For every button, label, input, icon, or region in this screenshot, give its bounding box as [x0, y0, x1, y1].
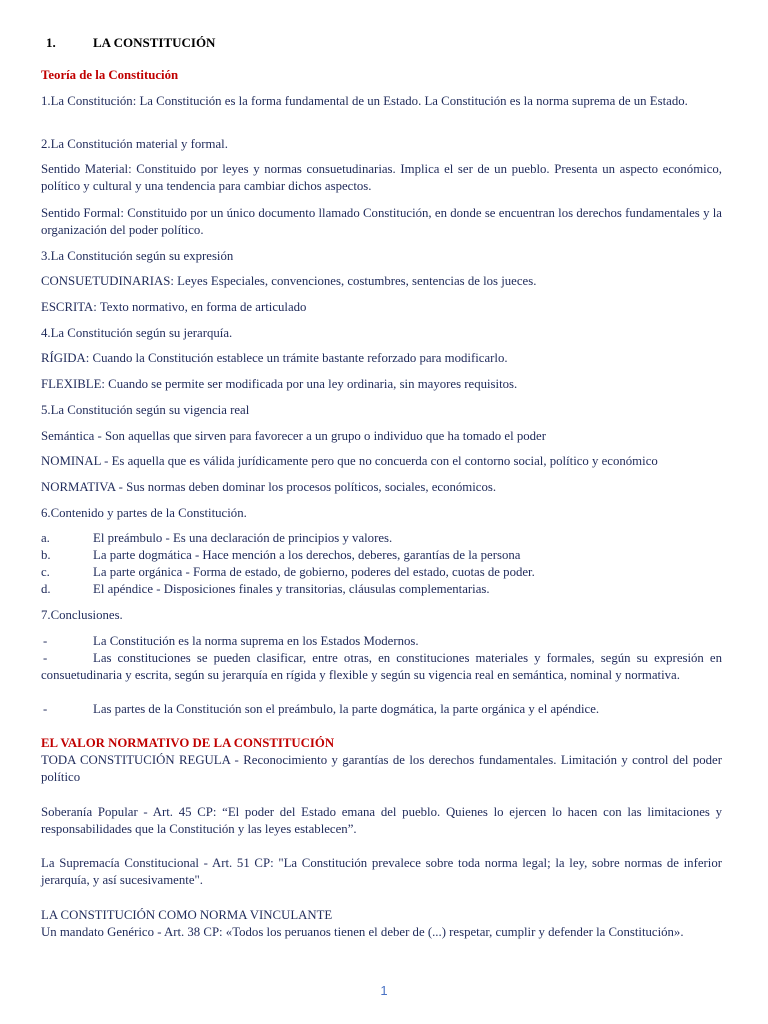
paragraph-sentido-formal: Sentido Formal: Constituido por un único documento llamado Constitución, en donde se encuentran los derechos fundamentales y la organización del poder político.	[41, 206, 722, 237]
conclusion-item	[41, 701, 722, 718]
section-title-teoria: Teoría de la Constitución	[41, 68, 179, 82]
list-item	[41, 530, 722, 547]
section-title-valor-normativo: EL VALOR NORMATIVO DE LA CONSTITUCIÓN	[41, 736, 335, 750]
paragraph-soberania-popular: Soberanía Popular - Art. 45 CP: “El poder del Estado emana del pueblo. Quienes lo ejercen lo hacen con las limitaciones y responsabilidades que la Constitución y las leyes establecen”.	[41, 805, 722, 836]
list-item-text: El preámbulo - Es una declaración de principios y valores.	[93, 531, 393, 545]
paragraph-normativa: NORMATIVA - Sus normas deben dominar los procesos políticos, sociales, económicos.	[41, 480, 497, 494]
list-item-label: a.	[41, 531, 50, 545]
paragraph-constitucion-forma: 1.La Constitución: La Constitución es la forma fundamental de un Estado. La Constitución es la norma suprema de un Estado.	[41, 94, 688, 108]
list-item	[41, 547, 722, 564]
paragraph-conclusiones: 7.Conclusiones.	[41, 608, 123, 622]
page-number: 1	[380, 983, 388, 998]
paragraph-semantica: Semántica - Son aquellas que sirven para favorecer a un grupo o individuo que ha tomado el poder	[41, 429, 546, 443]
paragraph-escrita: ESCRITA: Texto normativo, en forma de articulado	[41, 300, 307, 314]
list-item	[41, 564, 722, 581]
conclusion-item	[41, 633, 722, 650]
paragraph-mandato-generico: Un mandato Genérico - Art. 38 CP: «Todos los peruanos tienen el deber de (...) respetar, cumplir y defender la Constitución».	[41, 925, 684, 939]
conclusion-bullet: -	[43, 634, 48, 648]
paragraph-nominal: NOMINAL - Es aquella que es válida jurídicamente pero que no concuerda con el contorno social, político y económico	[41, 454, 658, 468]
paragraph-norma-vinculante: LA CONSTITUCIÓN COMO NORMA VINCULANTE	[41, 908, 333, 922]
list-item	[41, 581, 722, 598]
paragraph-segun-expresion: 3.La Constitución según su expresión	[41, 249, 234, 263]
list-item-text: La parte dogmática - Hace mención a los derechos, deberes, garantías de la persona	[93, 548, 521, 562]
paragraph-toda-constitucion: TODA CONSTITUCIÓN REGULA - Reconocimiento y garantías de los derechos fundamentales. Limitación y control del poder político	[41, 753, 722, 784]
conclusion-text: Las constituciones se pueden clasificar, entre otras, en constituciones materiales y formales, según su expresión en consuetudinaria y escrita, según su jerarquía en rígida y flexible y según su vigencia real en semántica, nominal y normativa.	[41, 651, 722, 682]
conclusion-item	[41, 650, 722, 684]
list-item-label: c.	[41, 565, 50, 579]
paragraph-contenido-partes: 6.Contenido y partes de la Constitución.	[41, 506, 247, 520]
heading-number: 1.	[46, 35, 56, 50]
conclusion-bullet: -	[43, 651, 48, 665]
list-item-text: La parte orgánica - Forma de estado, de gobierno, poderes del estado, cuotas de poder.	[93, 565, 535, 579]
list-item-label: b.	[41, 548, 51, 562]
conclusion-text: Las partes de la Constitución son el preámbulo, la parte dogmática, la parte orgánica y el apéndice.	[93, 702, 600, 716]
paragraph-vigencia-real: 5.La Constitución según su vigencia real	[41, 403, 250, 417]
list-item-label: d.	[41, 582, 51, 596]
heading-title: LA CONSTITUCIÓN	[93, 35, 216, 50]
paragraph-rigida: RÍGIDA: Cuando la Constitución establece un trámite bastante reforzado para modificarlo.	[41, 351, 508, 365]
conclusion-text: La Constitución es la norma suprema en los Estados Modernos.	[93, 634, 419, 648]
paragraph-flexible: FLEXIBLE: Cuando se permite ser modificada por una ley ordinaria, sin mayores requisitos.	[41, 377, 518, 391]
paragraph-sentido-material: Sentido Material: Constituido por leyes y normas consuetudinarias. Implica el ser de un pueblo. Presenta un aspecto económico, político y cultural y una tendencia para cambiar dichos aspectos.	[41, 162, 722, 193]
conclusion-bullet: -	[43, 702, 48, 716]
paragraph-consuetudinarias: CONSUETUDINARIAS: Leyes Especiales, convenciones, costumbres, sentencias de los jueces.	[41, 274, 537, 288]
list-item-text: El apéndice - Disposiciones finales y transitorias, cláusulas complementarias.	[93, 582, 490, 596]
paragraph-segun-jerarquia: 4.La Constitución según su jerarquía.	[41, 326, 233, 340]
paragraph-material-formal: 2.La Constitución material y formal.	[41, 137, 228, 151]
paragraph-supremacia: La Supremacía Constitucional - Art. 51 CP: "La Constitución prevalece sobre toda norma legal; la ley, sobre normas de inferior jerarquía, y así sucesivamente".	[41, 856, 722, 887]
